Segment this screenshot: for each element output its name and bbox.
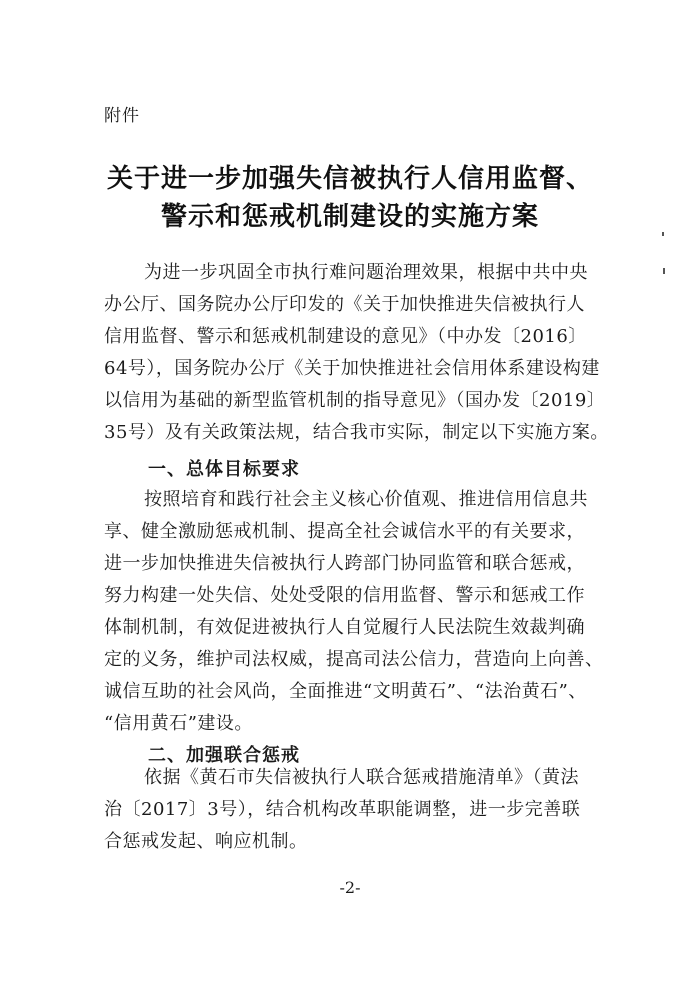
section1-line: 体制机制，有效促进被执行人自觉履行人民法院生效裁判确 <box>104 617 585 638</box>
section1-line: 享、健全激励惩戒机制、提高全社会诚信水平的有关要求， <box>104 521 585 542</box>
section2-line: 治〔2017〕3号），结合机构改革职能调整，进一步完善联 <box>104 799 581 820</box>
section1-line: 进一步加快推进失信被执行人跨部门协同监管和联合惩戒， <box>104 553 585 574</box>
section1-line: “信用黄石”建设。 <box>104 713 253 734</box>
intro-line: 为进一步巩固全市执行难问题治理效果，根据中共中央 <box>144 262 588 283</box>
section1-heading: 一、总体目标要求 <box>148 459 300 480</box>
section1-paragraph <box>104 484 604 740</box>
section1-line: 按照培育和践行社会主义核心价值观、推进信用信息共 <box>144 489 588 510</box>
section2-line: 合惩戒发起、响应机制。 <box>104 831 308 852</box>
scan-speck <box>662 232 664 236</box>
intro-line: 64号），国务院办公厅《关于加快推进社会信用体系建设构建 <box>104 358 600 379</box>
section2-heading: 二、加强联合惩戒 <box>148 745 300 766</box>
title-line-2: 警示和惩戒机制建设的实施方案 <box>160 202 539 232</box>
intro-paragraph <box>104 257 609 449</box>
section2-paragraph <box>104 762 584 858</box>
title-line-1: 关于进一步加强失信被执行人信用监督、 <box>106 164 593 194</box>
attachment-label: 附件 <box>104 106 140 126</box>
scan-speck <box>663 268 665 274</box>
intro-line: 信用监督、警示和惩戒机制建设的意见》（中办发〔2016〕 <box>104 326 587 347</box>
page-number: -2- <box>339 878 361 897</box>
intro-line: 办公厅、国务院办公厅印发的《关于加快推进失信被执行人 <box>104 294 585 315</box>
section1-line: 诚信互助的社会风尚，全面推进“文明黄石”、“法治黄石”、 <box>104 681 587 702</box>
section2-line: 依据《黄石市失信被执行人联合惩戒措施清单》（黄法 <box>144 767 579 788</box>
section1-line: 定的义务，维护司法权威，提高司法公信力，营造向上向善、 <box>104 649 604 670</box>
intro-line: 35号）及有关政策法规，结合我市实际，制定以下实施方案。 <box>104 422 609 443</box>
intro-line: 以信用为基础的新型监管机制的指导意见》（国办发〔2019〕 <box>104 390 606 411</box>
section1-line: 努力构建一处失信、处处受限的信用监督、警示和惩戒工作 <box>104 585 585 606</box>
